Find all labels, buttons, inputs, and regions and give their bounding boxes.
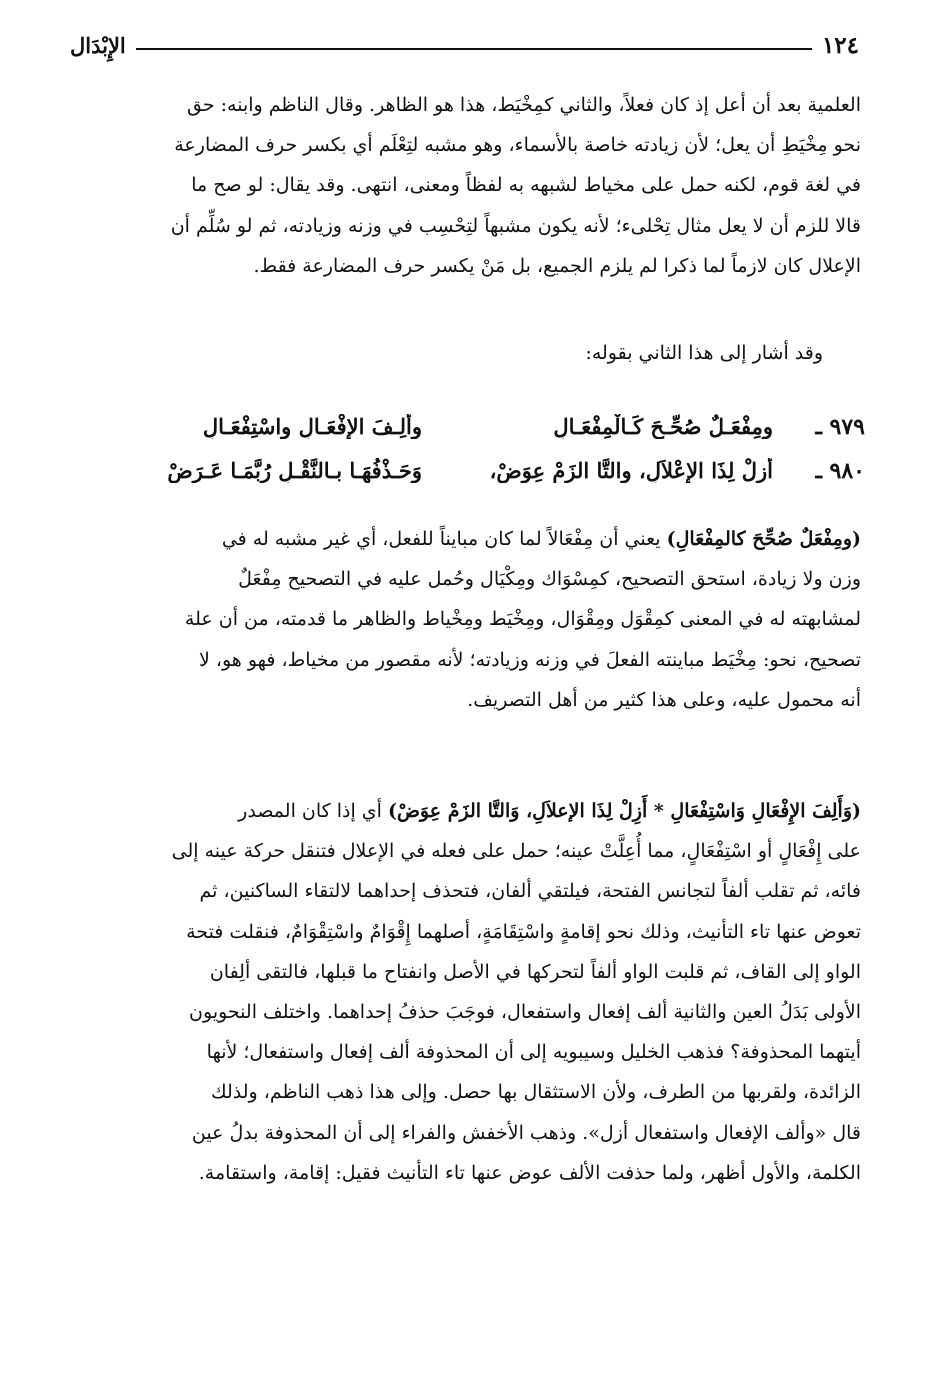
text-line: الكلمة، والأول أظهر، ولما حذفت الألف عوض عنها تاء التأنيث فقيل: إقامة، واستقامة. xyxy=(198,1161,861,1184)
text-line: قالا للزم أن لا يعل مثال تِحْلىء؛ لأنه يكون مشبهاً لتِحْسِب في وزنه وزيادته، ثم لو سُلِّم أن xyxy=(170,214,861,237)
text-line: الواو إلى القاف، ثم قلبت الواو ألفاً لتحركها في الأصل وانفتاح ما قبلها، فالتقى ألِفان xyxy=(209,960,861,983)
paragraph-3 xyxy=(76,519,861,720)
chapter-title: الإِبْدَال xyxy=(70,32,126,58)
paragraph-2 xyxy=(76,333,861,373)
verse-number: ٩٨٠ ـ xyxy=(815,458,865,484)
text-line: العلمية بعد أن أعل إذ كان فعلاً، والثاني كمِخْيَط، هذا هو الظاهر. وقال الناظم وابنه: حق xyxy=(187,94,861,116)
text-line: نحو مِخْيَطِ أن يعل؛ لأن زيادته خاصة بالأسماء، وهو مشبه لتِعْلَم أي بكسر حرف المضارعة xyxy=(174,134,861,157)
page-number: ١٢٤ xyxy=(821,31,859,59)
text-line: تعوض عنها تاء التأنيث، وذلك نحو إقامةٍ واسْتِقَامَةٍ، أصلهما إِقْوَامٌ واسْتِقْوَامٌ، فنقلت فتحة xyxy=(186,920,861,943)
second-hemistich: وأَلِـفَ الإِفْعَـالِ واسْتِفْعَـالِ xyxy=(202,414,422,439)
text-line: أنه محمول عليه، وعلى هذا كثير من أهل التصريف. xyxy=(467,688,861,711)
text-line: على إِفْعَالٍ أو اسْتِفْعَالٍ، مما أُعِلَّتْ عينه؛ حمل على فعله في الإعلال فتنقل حركة عينه إلى xyxy=(171,840,861,863)
commentary-text: يعني أن مِفْعَالاً لما كان مبايناً للفعل، أي غير مشبه له في xyxy=(221,528,667,550)
text-line: قال «وألف الإفعال واستفعال أزل». وذهب الأخفش والفراء إلى أن المحذوفة بدلُ عين xyxy=(191,1121,861,1144)
text-line: الإعلال كان لازماً لما ذكرا لم يلزم الجميع، بل مَنْ يكسر حرف المضارعة فقط. xyxy=(253,254,861,277)
text-line: أيتهما المحذوفة؟ فذهب الخليل وسيبويه إلى أن المحذوفة ألف إفعال واستفعال؛ لأنها xyxy=(206,1041,861,1064)
first-hemistich: ومِفْعَـلٌ صُحِّـحَ كَـالْمِفْعَـالِ xyxy=(553,414,773,439)
text-line: لمشابهته له في المعنى كمِقْوَل ومِقْوَال، ومِخْيَط ومِخْياط والظاهر ما قدمته، من أن علة xyxy=(184,608,861,631)
paragraph-4 xyxy=(76,791,861,1193)
paragraph-1 xyxy=(76,85,861,286)
first-hemistich: أَزِلْ لِذَا الإِعْلاَلِ، والتَّا الزَمْ عِوَضْ، xyxy=(489,458,773,483)
text-line: الأولى بَدَلُ العين والثانية ألف إفعال واستفعال، فوجَبَ حذفُ إحداهما. واختلف النحويون xyxy=(189,1000,861,1023)
quoted-verse: (وَأَلِفَ الإِفْعَالِ وَاسْتِفْعَالِ * أَزِلْ لِذَا الإعلاَلِ، وَالتَّا الزَمْ عِوَضْ) xyxy=(387,800,861,822)
verse-980 xyxy=(72,452,865,496)
text-line: تصحيح، نحو: مِخْيَط مباينته الفعلَ في وزنه وزيادته؛ لأنه مقصور من مخياط، فهو هو، لا xyxy=(198,648,861,671)
text-line xyxy=(76,519,861,559)
poem-verses xyxy=(72,408,865,496)
verse-number: ٩٧٩ ـ xyxy=(815,414,865,440)
verse-979 xyxy=(72,408,865,452)
running-header xyxy=(70,30,859,60)
text-line: فائه، ثم تقلب ألفاً لتجانس الفتحة، فيلتقي ألفان، فتحذف إحداهما لالتقاء الساكنين، ثم xyxy=(199,880,861,903)
commentary-text: أي إذا كان المصدر xyxy=(238,800,388,822)
quoted-verse: (ومِفْعَلٌ صُحِّحَ كالمِفْعَالِ) xyxy=(666,528,861,550)
text-line xyxy=(76,791,861,831)
verse-intro: وقد أشار إلى هذا الثاني بقوله: xyxy=(585,342,823,364)
text-line: في لغة قوم، لكنه حمل على مخياط لشبهه به لفظاً ومعنى، انتهى. وقد يقال: لو صح ما xyxy=(191,174,861,197)
header-rule xyxy=(136,48,812,50)
second-hemistich: وَحَـذْفُهَـا بـالنَّقْـلِ رُبَّمَـا عَـرَضْ xyxy=(167,458,422,483)
text-line: وزن ولا زيادة، استحق التصحيح، كمِسْوَاك ومِكْيَال وحُمل عليه في التصحيح مِفْعَلٌ xyxy=(238,568,861,591)
text-line: الزائدة، ولقربها من الطرف، ولأن الاستثقال بها حصل. وإلى هذا ذهب الناظم، ولذلك xyxy=(210,1081,861,1104)
